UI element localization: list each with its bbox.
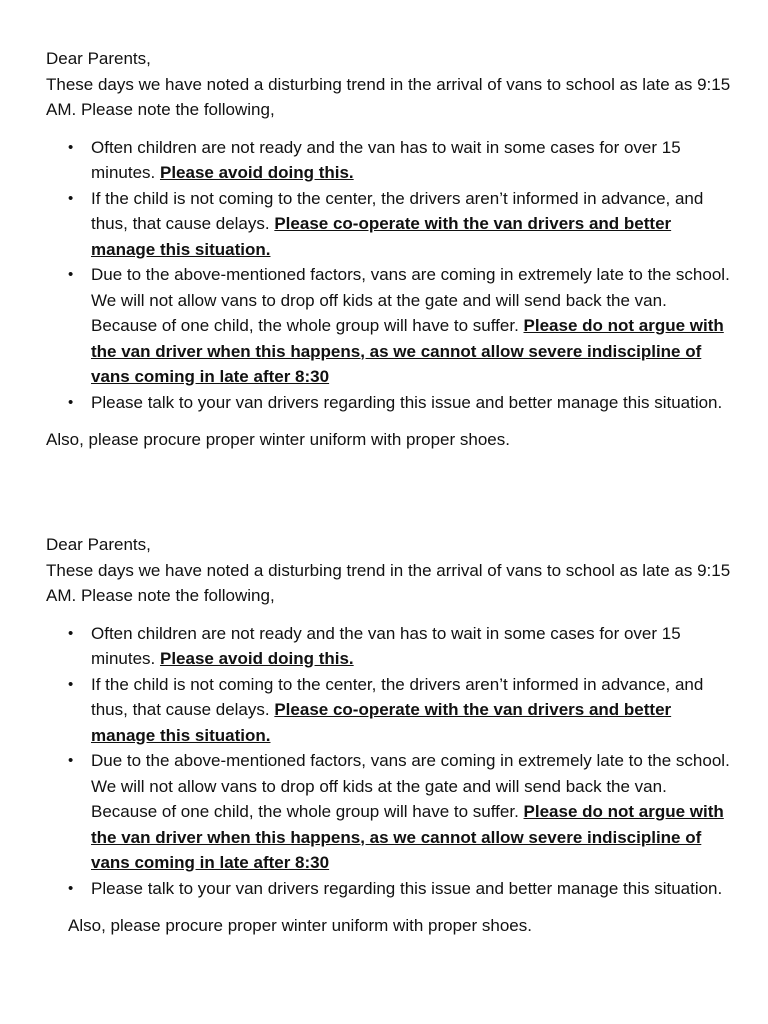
point-text: Due to the above-mentioned factors, vans are coming in extremely late to the school. We will not allow vans to drop off kids at the gate and will send back the van. Because of one child, the whole group will have to suffer. bbox=[91, 751, 730, 821]
bullet-icon: • bbox=[68, 138, 74, 156]
intro-paragraph: These days we have noted a disturbing trend in the arrival of vans to school as late as 9:15 AM. Please note the following, bbox=[46, 74, 731, 119]
point-text: Please talk to your van drivers regarding this issue and better manage this situation. bbox=[91, 392, 723, 412]
list-item bbox=[46, 748, 736, 876]
bullet-icon: • bbox=[68, 675, 74, 693]
list-item bbox=[46, 672, 736, 749]
closing-line: Also, please procure proper winter uniform with proper shoes. bbox=[46, 430, 510, 449]
point-emphasis: Please co-operate with the van drivers and better manage this situation. bbox=[91, 214, 672, 259]
list-item bbox=[46, 876, 736, 902]
bullet-icon: • bbox=[68, 189, 74, 207]
bullet-icon: • bbox=[68, 393, 74, 411]
point-text: Due to the above-mentioned factors, vans are coming in extremely late to the school. We will not allow vans to drop off kids at the gate and will send back the van. Because of one child, the whole group will have to suffer. bbox=[91, 265, 730, 335]
closing-line: Also, please procure proper winter uniform with proper shoes. bbox=[68, 916, 532, 935]
bullet-icon: • bbox=[68, 752, 74, 769]
salutation: Dear Parents, bbox=[46, 49, 151, 68]
point-emphasis: Please avoid doing this. bbox=[159, 649, 354, 668]
list-item bbox=[46, 186, 736, 263]
bullet-list bbox=[46, 621, 736, 902]
bullet-icon: • bbox=[68, 624, 74, 642]
point-text: Please talk to your van drivers regarding this issue and better manage this situation. bbox=[91, 878, 723, 898]
list-item bbox=[46, 390, 736, 416]
notice-1 bbox=[46, 46, 736, 453]
point-emphasis: Please avoid doing this. bbox=[159, 163, 354, 182]
point-emphasis: Please do not argue with the van driver when this happens, as we cannot allow severe indiscipline of vans coming in late after 8:30 bbox=[91, 802, 724, 872]
point-emphasis: Please do not argue with the van driver when this happens, as we cannot allow severe indiscipline of vans coming in late after 8:30 bbox=[91, 316, 724, 386]
bullet-icon: • bbox=[68, 879, 74, 897]
list-item bbox=[46, 621, 736, 672]
list-item bbox=[46, 135, 736, 186]
list-item bbox=[46, 262, 736, 390]
notice-2 bbox=[46, 532, 736, 939]
salutation: Dear Parents, bbox=[46, 535, 151, 554]
point-emphasis: Please co-operate with the van drivers and better manage this situation. bbox=[91, 700, 672, 745]
intro-paragraph: These days we have noted a disturbing trend in the arrival of vans to school as late as 9:15 AM. Please note the following, bbox=[46, 560, 731, 605]
bullet-icon: • bbox=[68, 266, 74, 283]
bullet-list bbox=[46, 135, 736, 416]
point-text: If the child is not coming to the center, the drivers aren’t informed in advance, and thus, that cause delays. bbox=[91, 674, 704, 719]
point-text: Often children are not ready and the van has to wait in some cases for over 15 minutes. bbox=[91, 623, 681, 668]
point-text: If the child is not coming to the center, the drivers aren’t informed in advance, and thus, that cause delays. bbox=[91, 188, 704, 233]
point-text: Often children are not ready and the van has to wait in some cases for over 15 minutes. bbox=[91, 137, 681, 182]
